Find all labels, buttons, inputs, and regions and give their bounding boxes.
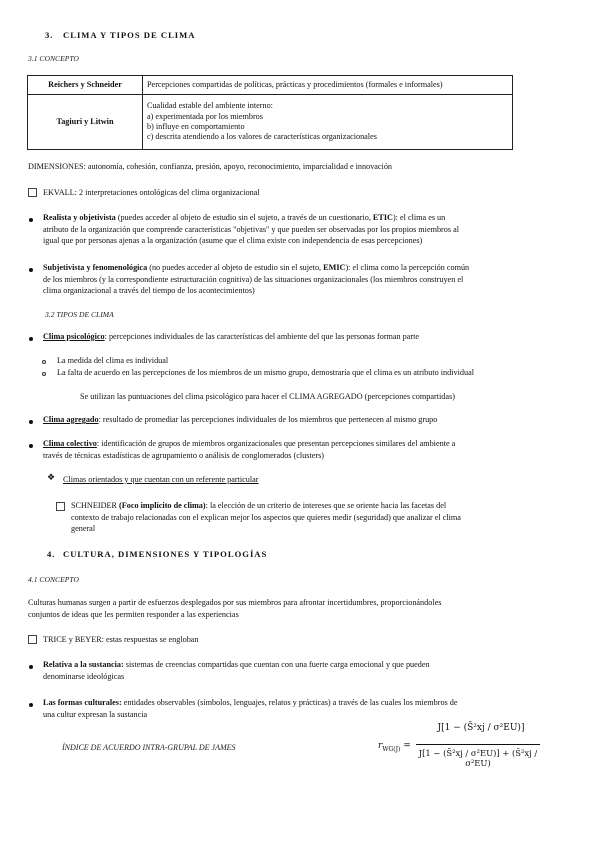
table-row [28,76,513,95]
schneider-focus: (Foco implícito de clima) [119,501,206,510]
formas-text: entidades observables (símbolos, lenguajes, relatos y prácticas) a través de las cuales los miembros de [121,698,458,707]
formula-r: r [378,741,383,751]
subjetivista-text: (no puedes acceder al objeto de estudio sin el sujeto, [147,263,324,272]
bullet-icon [29,218,33,222]
cultura-line1: Culturas humanas surgen a partir de esfuerzos desplegados por sus miembros para afrontar incertidumbres, proporcionándoles [28,598,442,607]
orientados-text: Climas orientados y que cuentan con un referente particular [63,475,259,484]
subjetivista-line3: clima organizacional a través del tiempo de los acontecimientos) [43,286,255,296]
colectivo-paragraph [43,438,573,461]
section-3-title: CLIMA Y TIPOS DE CLIMA [63,30,196,40]
emic-label: EMIC [323,263,346,272]
formas-title: Las formas culturales: [43,698,122,707]
subsection-4-1: 4.1 CONCEPTO [28,575,79,584]
realista-line3: igual que por personas ajenas a la organización (asume que el clima existe con independencia de esas percepciones) [43,236,423,246]
formas-paragraph [43,697,583,720]
tagiuri-line: Cualidad estable del ambiente interno: [147,101,273,111]
colectivo-title: Clima colectivo [43,439,97,448]
realista-text-end: ): el clima es un [392,213,446,222]
bullet-icon [29,703,33,707]
formas-line2: una cultur expresan la sustancia [43,709,148,719]
diamond-bullet-icon: ❖ [47,473,56,483]
realista-text: (puedes acceder al objeto de estudio sin el sujeto, a través de un cuestionario, [115,213,373,222]
colectivo-text: : identificación de grupos de miembros organizacionales que presentan percepciones similares del ambiente a [96,439,456,448]
formula-numerator: J[1 − (S̄²xj / σ²EU)] [437,723,525,733]
realista-line2: atributo de la organización que comprende características "objetivas" y que pueden ser observadas por los propios miembros al [43,224,459,234]
subsection-3-2: 3.2 TIPOS DE CLIMA [45,310,114,319]
subjetivista-text-end: ): el clima como la percepción común [345,263,470,272]
realista-title: Realista y objetivista [43,213,116,222]
colectivo-line2: través de técnicas estadísticas de agrupamiento o análisis de conglomerados (clusters) [43,450,325,460]
subsection-3-1: 3.1 CONCEPTO [28,54,79,63]
tagiuri-line: a) experimentada por los miembros [147,111,263,121]
psico-note: Se utilizan las puntuaciones del clima psicológico para hacer el CLIMA AGREGADO (percepciones compartidas) [80,392,455,401]
dimensiones-text: DIMENSIONES: autonomía, cohesión, confianza, presión, apoyo, reconocimiento, imparcialidad e innovación [28,162,393,171]
schneider-checkbox[interactable] [56,502,65,511]
psico-sub2: La falta de acuerdo en las percepciones de los miembros de un mismo grupo, demostraría que el clima es un atributo individual [57,368,474,377]
section-3-number: 3. [45,30,54,40]
subjetivista-title: Subjetivista y fenomenológica [43,263,148,272]
fraction-line [416,744,540,745]
trice-text: TRICE y BEYER: estas respuestas se engloban [43,635,199,644]
bullet-icon [29,420,33,424]
formula-lhs: $r_{WG(J)}$ = [378,741,411,753]
psico-sub1: La medida del clima es individual [57,356,169,365]
table-row [28,95,513,150]
sustancia-text: sistemas de creencias compartidas que cuentan con una fuerte carga emocional y que pueden [123,660,430,669]
section-4-title: CULTURA, DIMENSIONES Y TIPOLOGÍAS [63,549,268,559]
trice-checkbox[interactable] [28,635,37,644]
table-value-reichers: Percepciones compartidas de políticas, prácticas y procedimientos (formales e informales) [143,76,513,95]
bullet-icon [29,665,33,669]
subjetivista-line2: de los miembros (y la correspondiente estructuración cognitiva) de las situaciones organizacionales (los miembros construyen el [43,274,464,284]
indice-title: ÍNDICE DE ACUERDO INTRA-GRUPAL DE JAMES [62,743,236,752]
section-4-number: 4. [47,549,56,559]
bullet-icon [29,444,33,448]
agregado-title: Clima agregado [43,415,99,424]
psicologico-line [43,331,419,343]
sustancia-paragraph [43,659,573,682]
circle-bullet-icon [42,360,46,364]
etic-label: ETIC [372,213,393,222]
table-key-tagiuri: Tagiuri y Litwin [28,95,143,150]
table-value-tagiuri [143,95,513,150]
psicologico-text: : percepciones individuales de las características del ambiente del que las personas forman parte [104,332,420,341]
formula-denominator: J[1 − (S̄²xj / σ²EU)] + (S̄²xj / σ²EU) [418,748,538,768]
ekvall-text: EKVALL: 2 interpretaciones ontológicas del clima organizacional [43,188,260,197]
tagiuri-line: b) influye en comportamiento [147,122,245,131]
cultura-paragraph [28,597,588,620]
bullet-icon [29,268,33,272]
psicologico-title: Clima psicológico [43,332,105,341]
schneider-name: SCHNEIDER [71,501,117,510]
schneider-paragraph [71,500,571,535]
sustancia-title: Relativa a la sustancia: [43,660,124,669]
schneider-text: : la elección de un criterio de intereses que se oriente hacia las facetas del [205,501,447,510]
definitions-table [27,75,513,150]
table-key-reichers: Reichers y Schneider [28,76,143,95]
bullet-icon [29,337,33,341]
formula-sub: WG(J) [382,745,401,753]
cultura-line2: conjuntos de ideas que les permiten responder a las experiencias [28,609,239,619]
tagiuri-line: c) descrita atendiendo a los valores de características organizacionales [147,132,377,142]
agregado-text: : resultado de promediar las percepciones individuales de los miembros que pertenecen al mismo grupo [98,415,438,424]
agregado-line [43,414,437,426]
sustancia-line2: denominarse ideológicas [43,671,125,681]
schneider-line3: general [71,524,96,534]
realista-paragraph [43,212,563,247]
ekvall-checkbox[interactable] [28,188,37,197]
circle-bullet-icon [42,372,46,376]
subjetivista-paragraph [43,262,573,297]
schneider-line2: contexto de trabajo relacionadas con el explican mejor los aspectos que quieres medir (seguridad) que analizar el clima [71,512,461,522]
